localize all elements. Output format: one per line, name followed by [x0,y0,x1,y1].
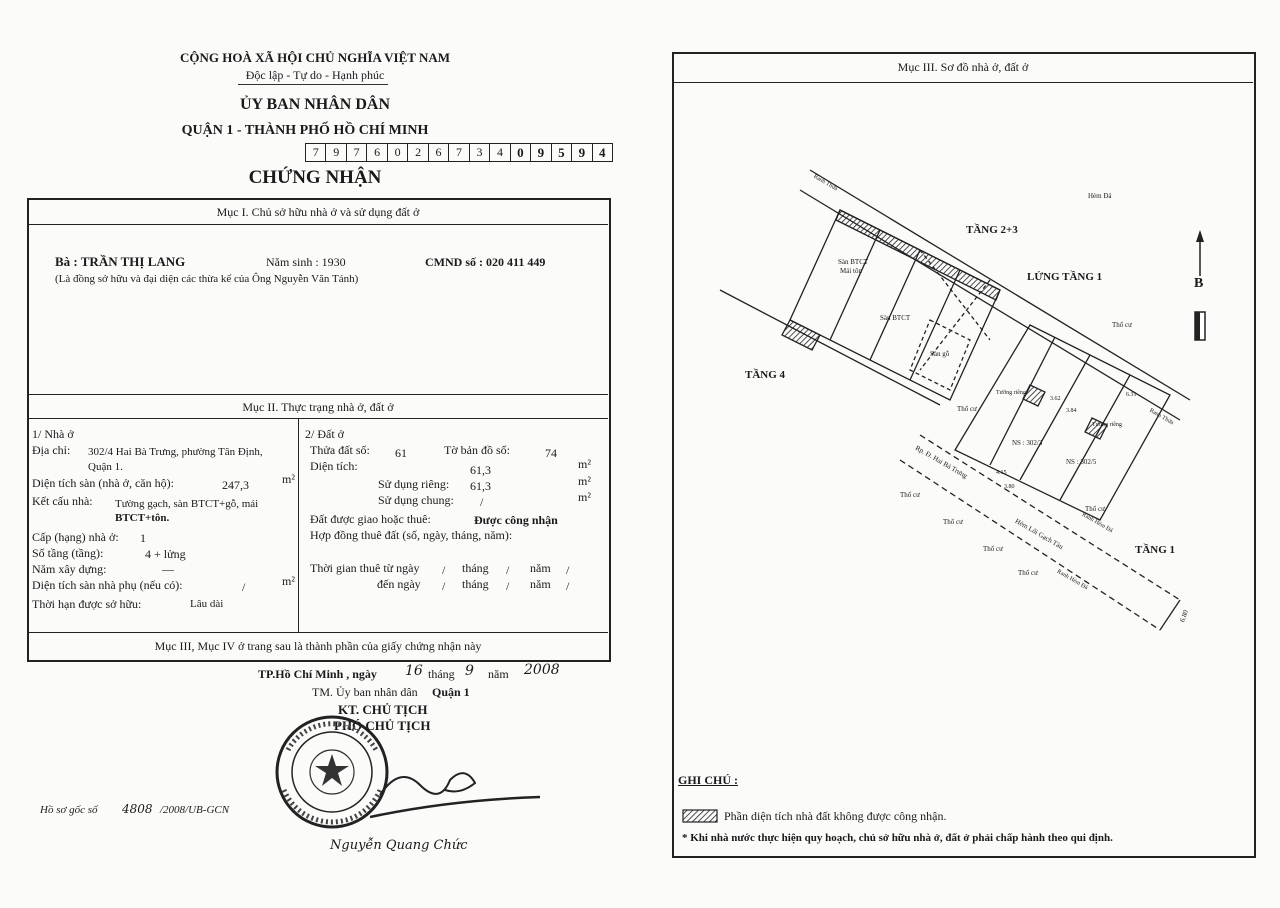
private-label: Sử dụng riêng: [378,477,450,491]
label-land-use: Thổ cư [943,518,963,526]
legend-hatch-icon [682,809,718,823]
label-boundary-2: Ranh Hẻm Đá [1080,511,1114,535]
allocation-label: Đất được giao hoặc thuê: [310,512,431,526]
common-value: / [480,495,484,509]
private-unit: m² [578,474,591,488]
label-land-use: Thổ cư [1112,321,1132,329]
label-floor-4: TẦNG 4 [745,369,786,381]
month-label: tháng [462,577,489,591]
label-floor-2-3: TẦNG 2+3 [966,224,1018,236]
notes-title: GHI CHÚ : [678,773,738,787]
structure-value: Tường gạch, sàn BTCT+gỗ, mái [115,498,259,510]
label-alley-stone: Hẻm Đá [1088,192,1112,200]
floors-label: Số tầng (tầng): [32,546,104,560]
label-street: Rp. Đ. Hai Bà Trưng [913,443,969,481]
label-land-use: Thổ cư [983,545,1003,553]
divider [28,632,608,633]
dim-d: 3.84 [1066,408,1077,414]
district-title: QUẬN 1 - THÀNH PHỐ HỒ CHÍ MINH [181,123,429,138]
label-land-use: Thổ cư [1085,505,1105,513]
floor-area-unit: m² [282,472,295,486]
label-wood-floor: Sàn gỗ [930,350,950,358]
divider [28,394,608,395]
slash: / [442,579,446,593]
serial-number: 7 9 7 6 0 2 6 7 3 4 0 9 5 9 4 [305,143,613,162]
year-value: — [162,562,174,576]
doc-title: CHỨNG NHẬN [248,167,382,188]
slash: / [566,579,570,593]
column-divider [298,418,299,632]
common-unit: m² [578,490,591,504]
label-boundary-2: Ranh Hẻm Đá [1055,568,1089,592]
aux-area-value: / [242,580,246,594]
area-unit: m² [578,457,591,471]
birth-year: Năm sinh : 1930 [266,255,346,269]
address-value-2: Quận 1. [88,461,123,473]
dim-b: 4.15 [996,470,1007,476]
grade-value: 1 [140,531,146,545]
year-label: năm [530,561,551,575]
aux-area-label: Diện tích sàn nhà phụ (nếu có): [32,578,183,592]
slash: / [506,579,510,593]
grade-label: Cấp (hạng) nhà ở: [32,530,119,544]
floors-value: 4 + lửng [145,547,186,561]
date-year: 2008 [524,662,560,678]
label-alley: Hẻm Lối Gạch Tàu [1013,517,1065,551]
divider [673,82,1253,83]
dim-a: 3.80 [1004,484,1015,490]
dim-c: 3.62 [1050,396,1061,402]
structure-label: Kết cấu nhà: [32,494,93,508]
owner-name: Bà : TRẦN THỊ LANG [55,254,186,269]
divider [28,418,608,419]
map-sheet-label: Tờ bản đồ số: [444,443,511,457]
motto-underline [238,84,388,85]
label-slab-roof: Sàn BTCT [838,258,869,266]
lease-from-label: Thời gian thuê từ ngày [310,561,420,575]
structure-value-2: BTCT+tôn. [115,512,170,524]
label-house-2: NS : 302/5 [1066,458,1097,466]
address-value: 302/4 Hai Bà Trưng, phường Tân Định, [88,446,263,458]
slash: / [506,563,510,577]
signature-scribble [370,755,550,825]
date-month-label: tháng [428,667,455,681]
term-label: Thời hạn được sở hữu: [32,597,142,611]
parcel-value: 61 [395,446,407,460]
record-suffix: /2008/UB-GCN [160,804,230,816]
address-label: Địa chỉ: [32,443,71,457]
label-private-wall: Tường riêng [1092,422,1122,428]
national-title: CỘNG HOÀ XÃ HỘI CHỦ NGHĨA VIỆT NAM [179,50,451,65]
house-title: 1/ Nhà ở [32,427,74,441]
parcel-label: Thửa đất số: [310,443,370,457]
planning-note: * Khi nhà nước thực hiện quy hoạch, chủ sở hữu nhà ở, đất ở phải chấp hành theo qui định. [682,832,1113,844]
label-mezzanine: LỬNG TẦNG 1 [1027,271,1103,283]
motto: Độc lập - Tự do - Hạnh phúc [245,68,385,82]
label-house-1: NS : 302/3 [1012,439,1043,447]
year-label: Năm xây dựng: [32,562,107,576]
on-behalf-label: TM. Ủy ban nhân dân [312,685,418,699]
map-sheet-value: 74 [545,446,557,460]
label-roof: Mái tôn [840,267,862,275]
floor-area-label: Diện tích sàn (nhà ở, căn hộ): [32,476,174,490]
date-day: 16 [405,663,423,679]
legend-text: Phần diện tích nhà đất không được công nhận. [724,809,947,823]
place-date-prefix: TP.Hồ Chí Minh , ngày [258,667,377,681]
vice-chairman: PHÓ CHỦ TỊCH [334,718,431,733]
section2-heading: Mục II. Thực trạng nhà ở, đất ở [242,400,394,414]
section2-footer: Mục III, Mục IV ở trang sau là thành phần của giấy chứng nhận này [154,639,482,653]
record-prefix: Hồ sơ gốc số [40,804,98,816]
slash: / [566,563,570,577]
kt-chairman: KT. CHỦ TỊCH [338,702,428,717]
aux-area-unit: m² [282,574,295,588]
section1-heading: Mục I. Chủ sở hữu nhà ở và sử dụng đất ở [216,205,420,219]
north-label: B [1194,276,1204,291]
label-private-wall: Tường riêng [996,390,1026,396]
area-label: Diện tích: [310,459,358,473]
record-number: 4808 [122,802,153,816]
owner-note: (Là đồng sở hữu và đại diện các thừa kế của Ông Nguyễn Văn Tánh) [55,273,359,285]
label-land-use: Thổ cư [1018,569,1038,577]
private-value: 61,3 [470,479,491,493]
slash: / [442,563,446,577]
dim-border-width: 6.80 [1178,608,1190,624]
year-label: năm [530,577,551,591]
dim-e: 6.31 [1126,392,1137,398]
date-month: 9 [465,663,474,679]
common-label: Sử dụng chung: [378,493,454,507]
label-boundary-1: Ranh Thửa [812,173,839,193]
label-land-use: Thổ cư [957,405,977,413]
signer-name: Nguyễn Quang Chức [330,838,468,853]
committee-title: ỦY BAN NHÂN DÂN [239,96,391,113]
floor-plan-diagram [700,160,1200,650]
lease-to-label: đến ngày [377,577,421,591]
date-year-label: năm [488,667,509,681]
lease-contract-label: Hợp đồng thuê đất (số, ngày, tháng, năm): [310,528,513,542]
divider [28,224,608,225]
area-value: 61,3 [470,463,491,477]
label-floor-1: TẦNG 1 [1135,544,1176,556]
month-label: tháng [462,561,489,575]
allocation-value: Được công nhận [474,513,558,527]
on-behalf-unit: Quận 1 [432,685,470,699]
term-value: Lâu dài [190,598,224,610]
id-number: CMND số : 020 411 449 [425,255,546,269]
label-boundary-1: Ranh Thửa [1148,407,1175,427]
label-land-use: Thổ cư [900,491,920,499]
section3-heading: Mục III. Sơ đồ nhà ở, đất ở [897,60,1029,74]
floor-area-value: 247,3 [222,478,249,492]
land-title: 2/ Đất ở [305,427,345,441]
label-slab: Sàn BTCT [880,314,911,322]
